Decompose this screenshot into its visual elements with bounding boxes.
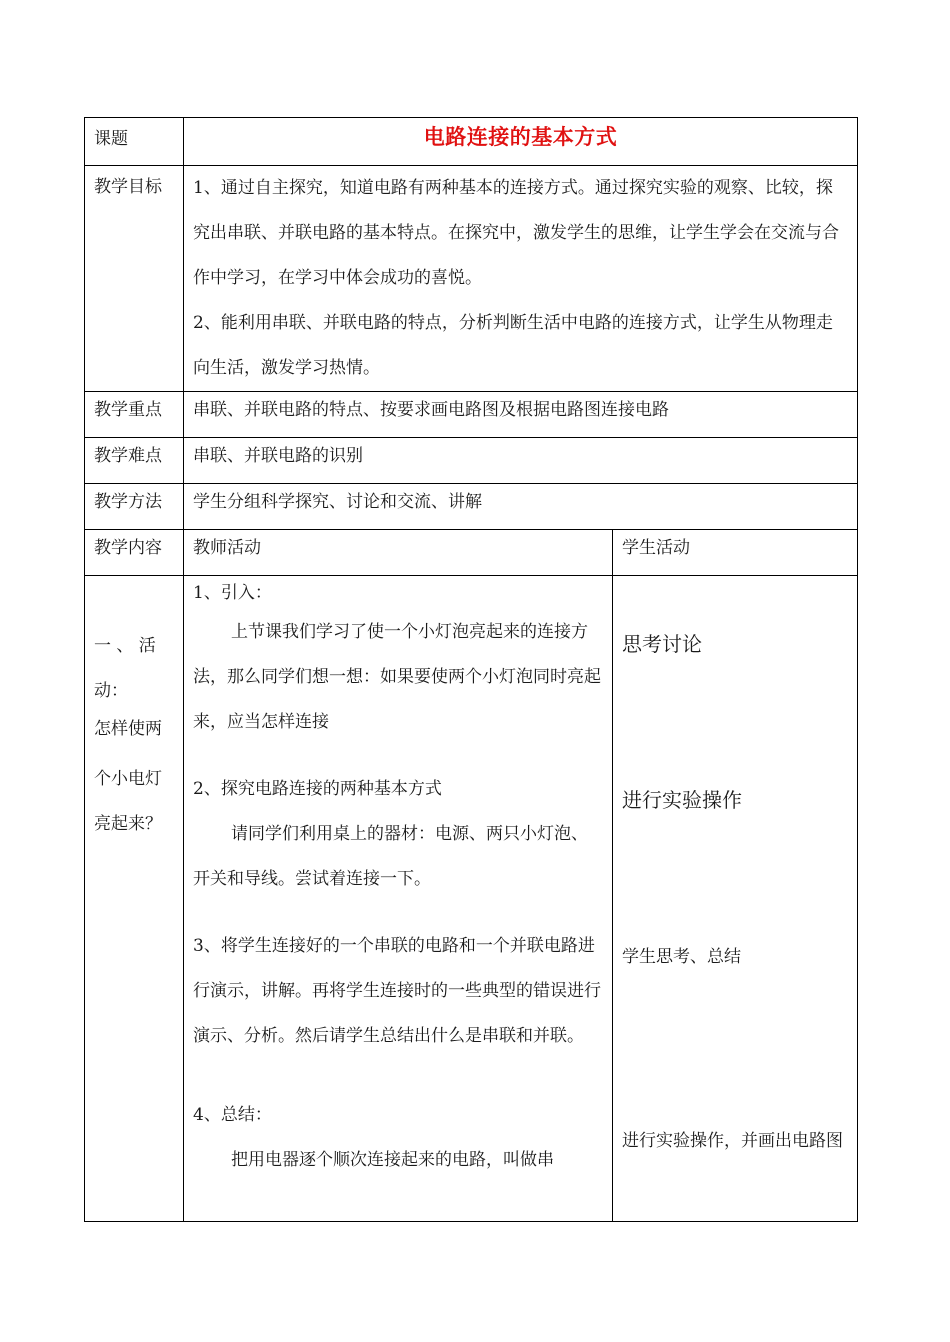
content-header-col1: 教学内容 bbox=[85, 530, 184, 576]
difficulties-text: 串联、并联电路的识别 bbox=[184, 438, 858, 484]
goals-row bbox=[85, 166, 858, 392]
methods-text: 学生分组科学探究、讨论和交流、讲解 bbox=[184, 484, 858, 530]
teacher-step-4-title: 4、总结： bbox=[193, 1105, 272, 1125]
title-label: 课题 bbox=[85, 118, 184, 166]
content-header-col2: 教师活动 bbox=[184, 530, 613, 576]
student-activity-1: 思考讨论 bbox=[622, 632, 702, 656]
student-activity-cell bbox=[613, 576, 858, 1222]
activity-title-line-2: 动： bbox=[94, 681, 128, 701]
difficulties-row bbox=[85, 438, 858, 484]
key-points-text: 串联、并联电路的特点、按要求画电路图及根据电路图连接电路 bbox=[184, 392, 858, 438]
teacher-activity-cell bbox=[184, 576, 613, 1222]
goals-label: 教学目标 bbox=[85, 166, 184, 392]
goals-paragraph-2: 2、能利用串联、并联电路的特点，分析判断生活中电路的连接方式，让学生从物理走向生活，激发学习热情。 bbox=[193, 313, 833, 378]
difficulties-label: 教学难点 bbox=[85, 438, 184, 484]
teacher-step-1-title: 1、引入： bbox=[193, 583, 272, 603]
key-points-label: 教学重点 bbox=[85, 392, 184, 438]
activity-title-line-5: 亮起来？ bbox=[94, 814, 162, 834]
key-points-row bbox=[85, 392, 858, 438]
title-row bbox=[85, 118, 858, 166]
activity-title-cell bbox=[85, 576, 184, 1222]
teacher-step-2-text: 请同学们利用桌上的器材：电源、两只小灯泡、开关和导线。尝试着连接一下。 bbox=[193, 824, 588, 889]
student-activity-3: 学生思考、总结 bbox=[622, 947, 741, 967]
activity-title-line-4: 个小电灯 bbox=[94, 769, 162, 789]
goals-cell bbox=[184, 166, 858, 392]
teacher-step-2-title: 2、探究电路连接的两种基本方式 bbox=[193, 779, 442, 799]
student-activity-2: 进行实验操作 bbox=[622, 788, 742, 812]
content-header-col3: 学生活动 bbox=[613, 530, 858, 576]
teacher-step-4-text: 把用电器逐个顺次连接起来的电路，叫做串 bbox=[231, 1150, 554, 1170]
lesson-title: 电路连接的基本方式 bbox=[184, 118, 858, 166]
content-header-row bbox=[85, 530, 858, 576]
activity-title-line-3: 怎样使两 bbox=[94, 719, 162, 739]
activity-title-line-1: 一 、 活 bbox=[94, 636, 156, 656]
student-activity-4: 进行实验操作，并画出电路图 bbox=[622, 1131, 843, 1151]
lesson-plan-table bbox=[84, 117, 858, 1222]
methods-row bbox=[85, 484, 858, 530]
teacher-step-3-text: 3、将学生连接好的一个串联的电路和一个并联电路进行演示，讲解。再将学生连接时的一些典型的错误进行演示、分析。然后请学生总结出什么是串联和并联。 bbox=[193, 936, 601, 1046]
methods-label: 教学方法 bbox=[85, 484, 184, 530]
teacher-step-1-text: 上节课我们学习了使一个小灯泡亮起来的连接方法，那么同学们想一想：如果要使两个小灯泡同时亮起来，应当怎样连接 bbox=[193, 622, 601, 732]
goals-paragraph-1: 1、通过自主探究，知道电路有两种基本的连接方式。通过探究实验的观察、比较，探究出串联、并联电路的基本特点。在探究中，激发学生的思维，让学生学会在交流与合作中学习，在学习中体会成功的喜悦。 bbox=[193, 178, 839, 288]
activity-row bbox=[85, 576, 858, 1222]
